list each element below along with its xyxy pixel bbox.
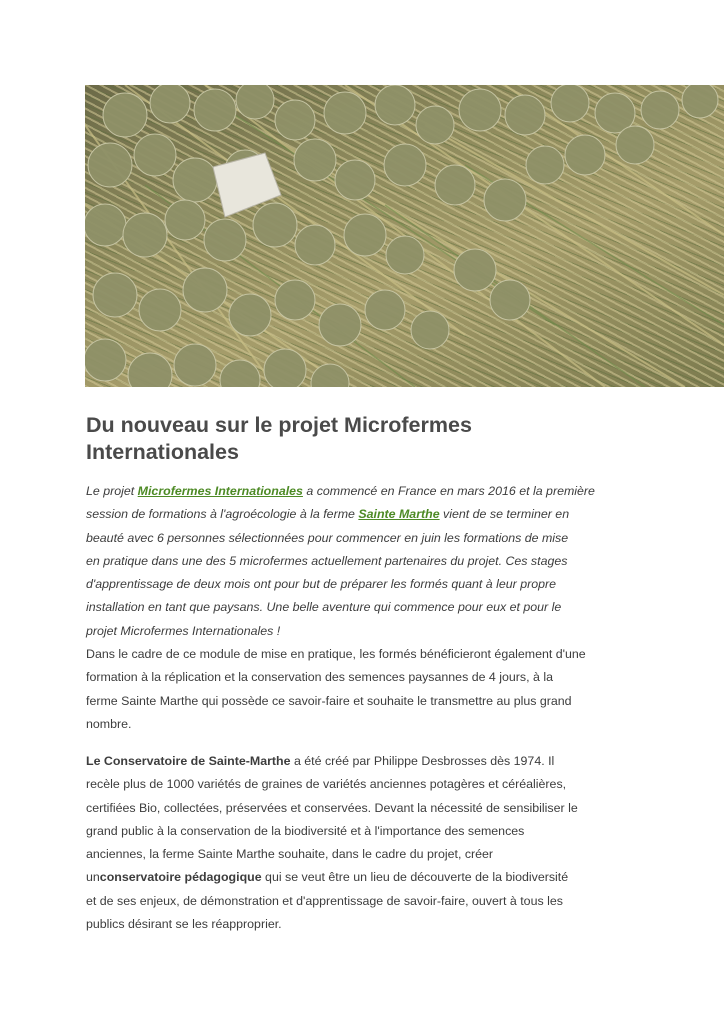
para3-line: grand public à la conservation de la biodiversité et à l'importance des semences xyxy=(86,823,525,838)
para3-line xyxy=(86,866,638,889)
header-photo-seed-heads xyxy=(85,85,724,387)
text-segment: a été créé par Philippe Desbrosses dès 1974. Il xyxy=(290,754,555,768)
para1-line: beauté avec 6 personnes sélectionnées pour commencer en juin les formations de mise xyxy=(86,530,569,545)
photo-illustration xyxy=(85,85,724,387)
text-segment: session de formations à l'agroécologie à la ferme xyxy=(86,507,359,522)
text-segment: vient de se terminer en xyxy=(439,507,570,522)
article-title xyxy=(86,412,686,466)
conservatoire-name: Le Conservatoire de Sainte-Marthe xyxy=(86,754,291,768)
sainte-marthe-link[interactable]: Sainte Marthe xyxy=(358,507,440,522)
para3-line: anciennes, la ferme Sainte Marthe souhaite, dans le cadre du projet, créer xyxy=(86,847,494,862)
text-segment: Le projet xyxy=(86,484,138,498)
intro-paragraph xyxy=(86,480,638,643)
para1-line xyxy=(86,503,638,526)
conservatoire-paragraph xyxy=(86,750,638,936)
text-segment: un xyxy=(86,870,100,885)
text-segment: qui se veut être un lieu de découverte de la biodiversité xyxy=(261,870,569,885)
para1-line: projet Microfermes Internationales ! xyxy=(86,623,281,638)
para3-line: et de ses enjeux, de démonstration et d'apprentissage de savoir-faire, ouvert à tous les xyxy=(86,893,563,908)
text-segment: a commencé en France en mars 2016 et la première xyxy=(302,484,595,498)
microfermes-link[interactable]: Microfermes Internationales xyxy=(137,484,303,498)
para2-line: nombre. xyxy=(86,716,132,731)
module-paragraph xyxy=(86,643,638,736)
para3-line xyxy=(86,750,638,773)
para2-line: ferme Sainte Marthe qui possède ce savoir-faire et souhaite le transmettre au plus grand xyxy=(86,693,572,708)
para2-line: Dans le cadre de ce module de mise en pratique, les formés bénéficieront également d'une xyxy=(86,647,586,661)
para1-line xyxy=(86,480,638,503)
para3-line: recèle plus de 1000 variétés de graines de variétés anciennes potagères et céréalières, xyxy=(86,777,567,792)
title-line-1: Du nouveau sur le projet Microfermes xyxy=(86,413,472,438)
conservatoire-pedagogique-term: conservatoire pédagogique xyxy=(99,870,262,885)
para2-line: formation à la réplication et la conservation des semences paysannes de 4 jours, à la xyxy=(86,670,553,685)
para1-line: d'apprentissage de deux mois ont pour but de préparer les formés quant à leur propre xyxy=(86,577,557,592)
para1-line: installation en tant que paysans. Une belle aventure qui commence pour eux et pour le xyxy=(86,600,562,615)
para3-line: publics désirant se les réapproprier. xyxy=(86,917,282,932)
title-line-2: Internationales xyxy=(86,440,239,465)
para3-line: certifiées Bio, collectées, préservées et conservées. Devant la nécessité de sensibiliser le xyxy=(86,800,578,815)
para1-line: en pratique dans une des 5 microfermes actuellement partenaires du projet. Ces stages xyxy=(86,553,568,568)
